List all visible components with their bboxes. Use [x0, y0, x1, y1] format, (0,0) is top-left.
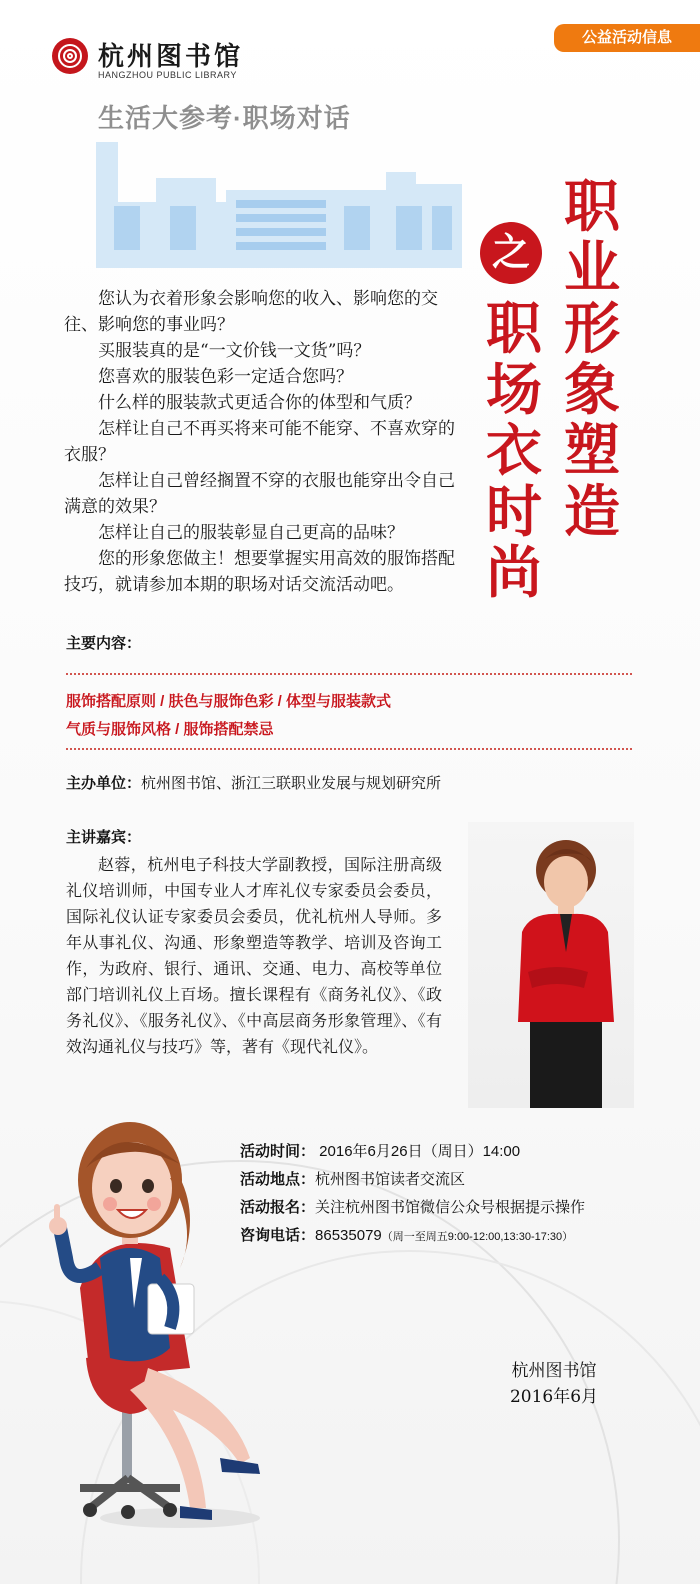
- footer-signature: [496, 1358, 612, 1410]
- event-place: 活动地点：杭州图书馆读者交流区: [240, 1171, 466, 1188]
- speaker-heading: 主讲嘉宾：: [66, 829, 142, 846]
- public-event-badge: 公益活动信息: [554, 24, 700, 52]
- organizer-label: 主办单位：: [66, 775, 142, 792]
- series-title: 生活大参考·职场对话: [98, 103, 351, 133]
- content-topics-line-1: 服饰搭配原则 / 肤色与服饰色彩 / 体型与服装款式: [66, 693, 392, 710]
- speaker-photo: [468, 822, 634, 1108]
- footer-date: 2016年6月: [509, 1387, 599, 1407]
- intro-paragraph: 买服装真的是“一文价钱一文货”吗？: [98, 341, 371, 361]
- main-title-vertical: 职 业 形 象 塑 造: [564, 175, 620, 543]
- dotted-divider: [66, 748, 632, 750]
- intro-paragraph: 您认为衣着形象会影响您的收入、影响您的交往、影响您的事业吗？: [64, 289, 438, 335]
- skyline-illustration: [96, 142, 462, 268]
- organizer-line: [66, 772, 441, 793]
- content-heading: 主要内容：: [66, 635, 142, 652]
- event-info: [240, 1138, 585, 1251]
- footer-org: 杭州图书馆: [511, 1361, 597, 1381]
- intro-paragraph: 怎样让自己的服装彰显自己更高的品味？: [98, 523, 404, 543]
- event-time: 活动时间： 2016年6月26日（周日）14:00: [240, 1143, 521, 1160]
- library-logo-icon: [52, 38, 88, 74]
- intro-paragraph: 怎样让自己不再买将来可能不能穿、不喜欢穿的衣服？: [64, 419, 455, 465]
- intro-paragraph: 您的形象您做主！想要掌握实用高效的服饰搭配技巧，就请参加本期的职场对话交流活动吧。: [64, 549, 455, 595]
- speaker-bio: 赵蓉，杭州电子科技大学副教授，国际注册高级礼仪培训师，中国专业人才库礼仪专家委员会委员，国际礼仪认证专家委员会委员，优礼杭州人导师。多年从事礼仪、沟通、形象塑造等教学、培训及咨询工作，为政府、银行、通讯、交通、电力、高校等单位部门培训礼仪上百场。擅长课程有《商务礼仪》、《政务礼仪》、《服务礼仪》、《中高层商务形象管理》、《有效沟通礼仪与技巧》等，著有《现代礼仪》。: [66, 855, 442, 1056]
- library-name: 杭州图书馆: [98, 42, 244, 72]
- intro-text: [64, 286, 464, 598]
- library-name-en: HANGZHOU PUBLIC LIBRARY: [98, 70, 237, 80]
- intro-paragraph: 怎样让自己曾经搁置不穿的衣服也能穿出令自己满意的效果？: [64, 471, 455, 517]
- event-signup: 活动报名：关注杭州图书馆微信公众号根据提示操作: [240, 1199, 586, 1216]
- organizer-value: 杭州图书馆、浙江三联职业发展与规划研究所: [141, 775, 442, 792]
- dotted-divider: [66, 673, 632, 675]
- sub-title-vertical: 职 场 衣 时 尚: [486, 297, 542, 604]
- intro-paragraph: 什么样的服装款式更适合你的体型和气质？: [98, 393, 421, 413]
- content-topics-line-2: 气质与服饰风格 / 服饰搭配禁忌: [66, 721, 274, 738]
- intro-paragraph: 您喜欢的服装色彩一定适合您吗？: [98, 367, 353, 387]
- event-phone: 咨询电话：86535079（周一至周五9:00-12:00,13:30-17:30）: [240, 1227, 574, 1244]
- title-connector-circle: 之: [480, 222, 542, 284]
- cartoon-woman-illustration: [30, 1108, 270, 1548]
